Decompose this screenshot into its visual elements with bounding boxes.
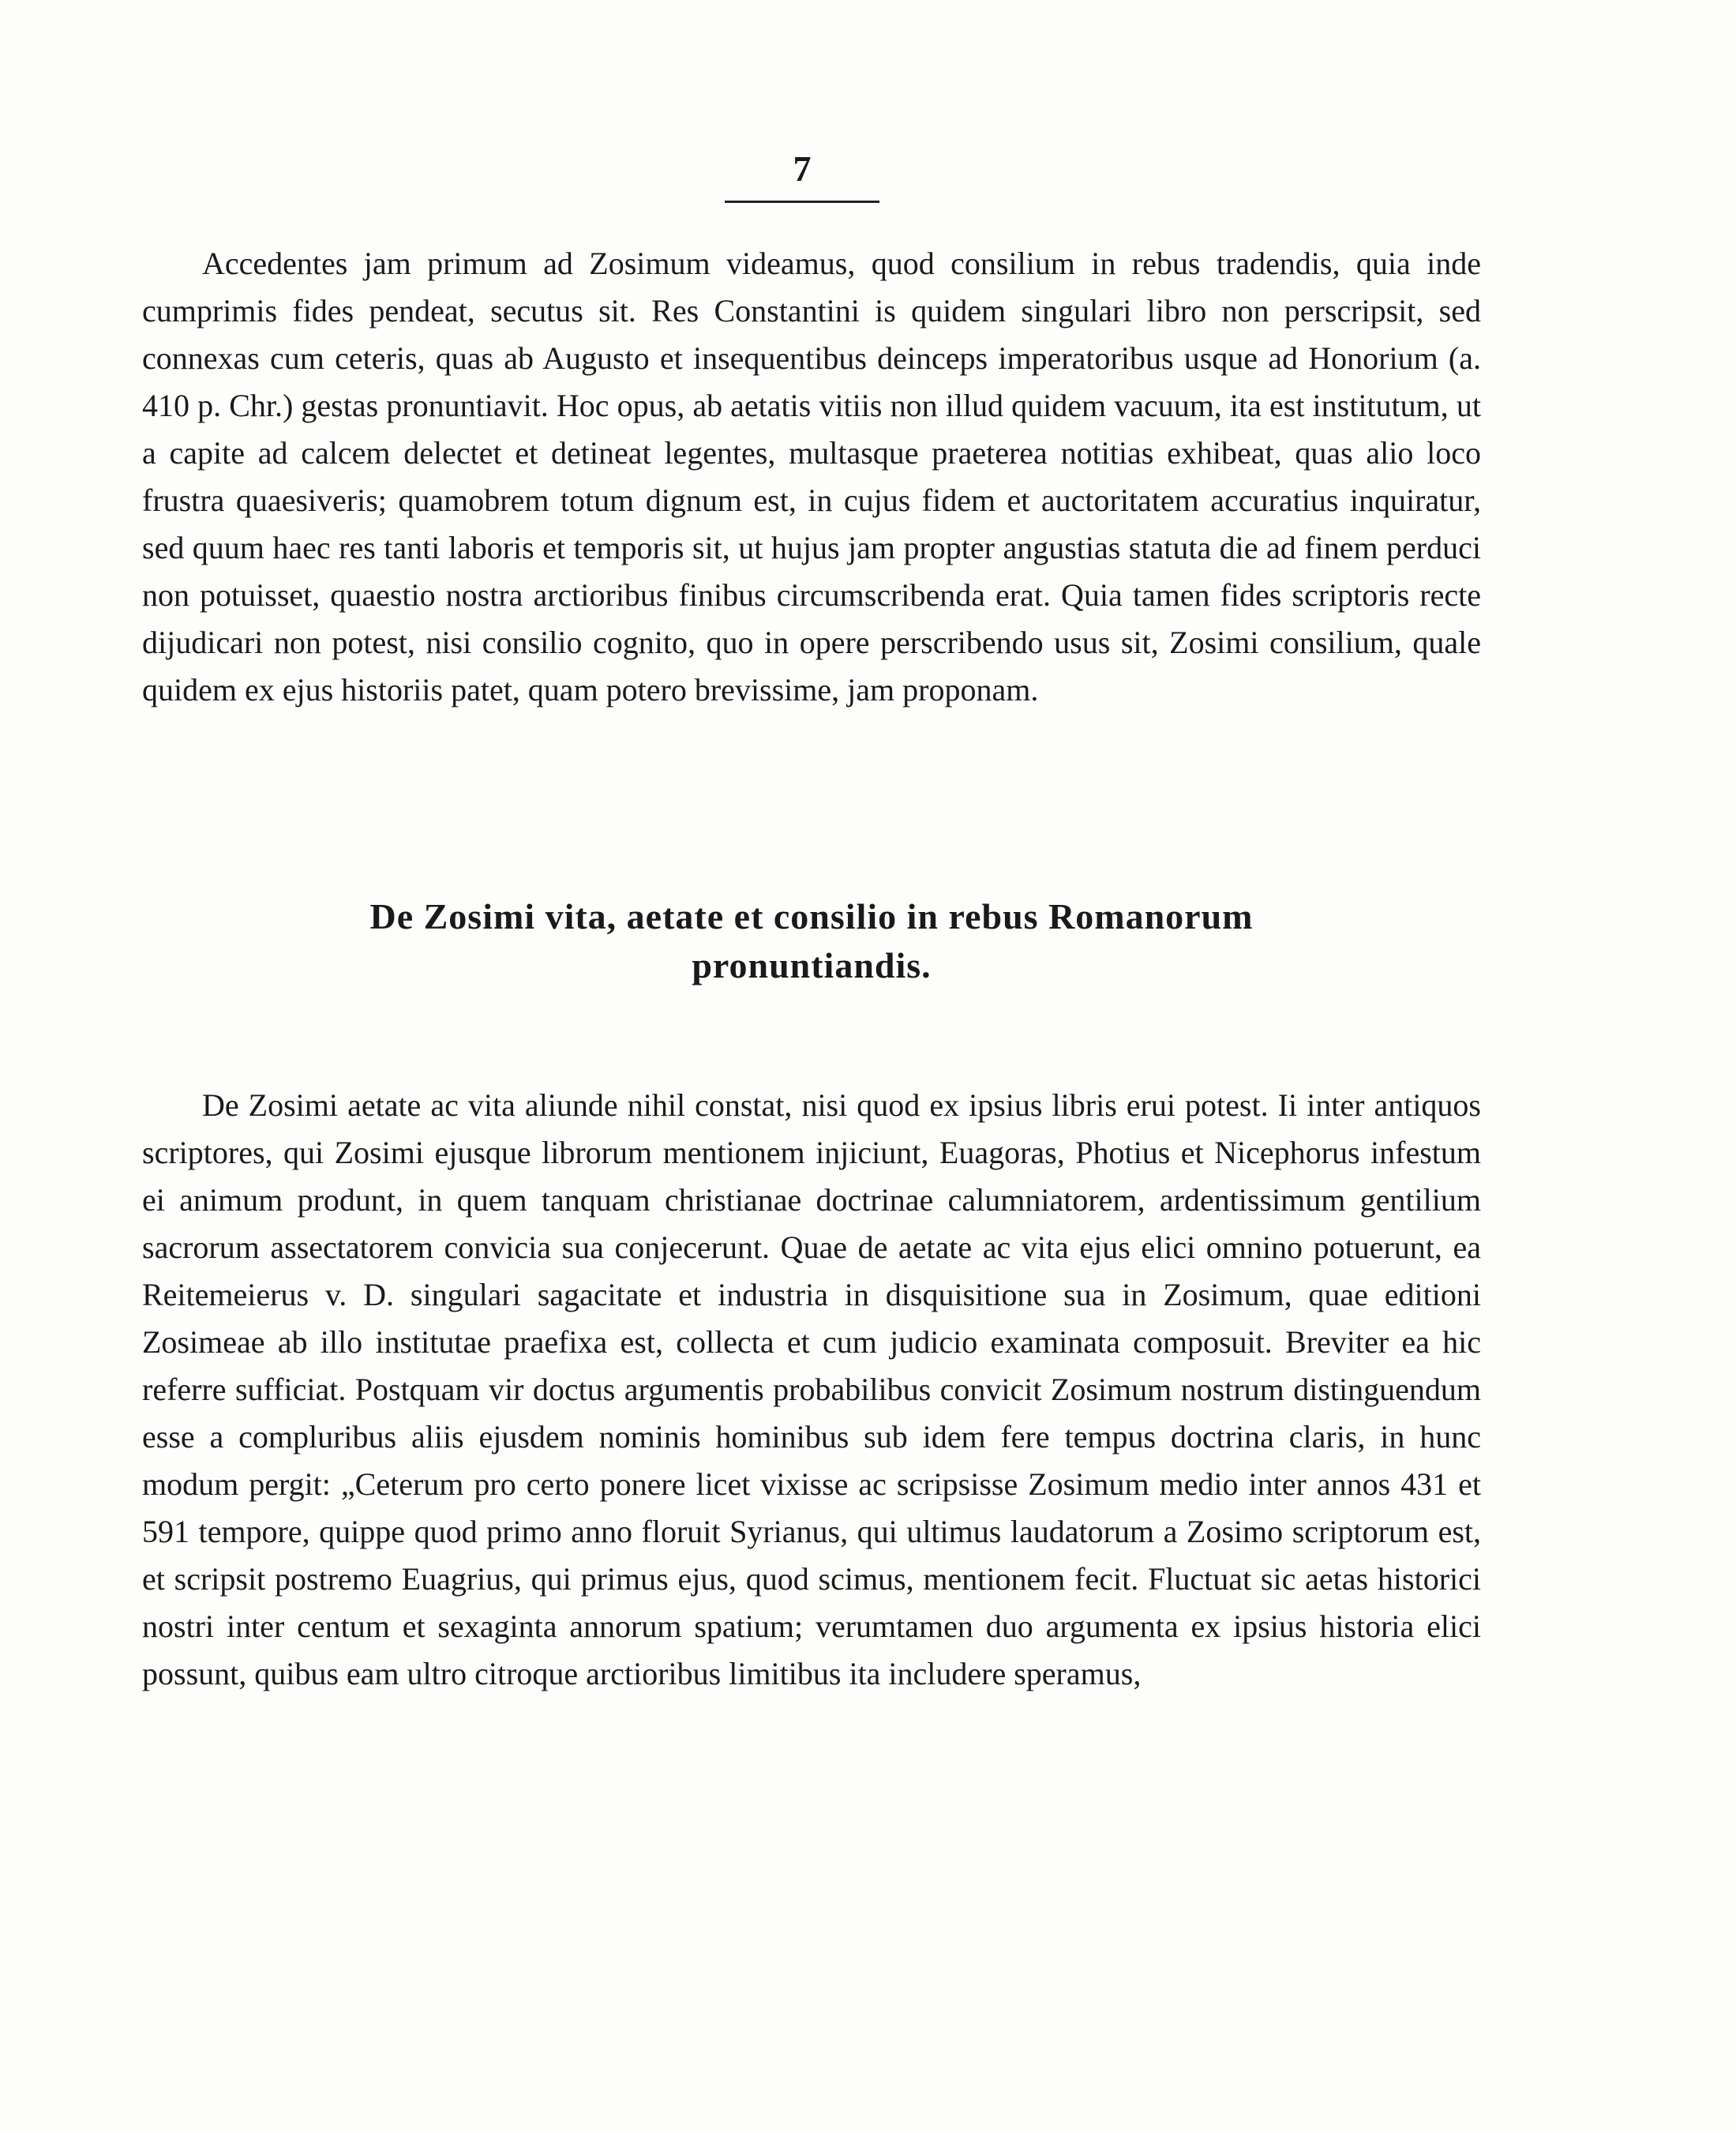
paragraph-intro [142, 240, 1481, 714]
page-number: 7 [793, 148, 812, 189]
paragraph-vita-text: De Zosimi aetate ac vita aliunde nihil constat, nisi quod ex ipsius libris erui potest. Ii inter antiquos scriptores, qui Zosimi ejusque librorum mentionem injiciunt, Euagoras, Photius et Nicephorus infestum ei animum produnt, in quem tanquam christianae doctrinae calumniatorem, ardentissimum gentilium sacrorum assectatorem convicia sua conjecerunt. Quae de aetate ac vita ejus elici omnino potuerunt, ea Reitemeierus v. D. singulari sagacitate et industria in disquisitione sua in Zosimum, quae editioni Zosimeae ab illo institutae praefixa est, collecta et cum judicio examinata composuit. Breviter ea hic referre sufficiat. Postquam vir doctus argumentis probabilibus convicit Zosimum nostrum distinguendum esse a compluribus aliis ejusdem nominis hominibus sub idem fere tempus doctrina claris, in hunc modum pergit: „Ceterum pro certo ponere licet vixisse ac scripsisse Zosimum medio inter annos 431 et 591 tempore, quippe quod primo anno floruit Syrianus, qui ultimus laudatorum a Zosimo scriptorum est, et scripsit postremo Euagrius, qui primus ejus, quod scimus, mentionem fecit. Fluctuat sic aetas historici nostri inter centum et sexaginta annorum spatium; verumtamen duo argumenta ex ipsius historia elici possunt, quibus eam ultro citroque arctioribus limitibus ita includere speramus, [142, 1087, 1481, 1691]
section-heading [142, 892, 1481, 990]
section-heading-line-2: pronuntiandis. [692, 945, 932, 985]
section-heading-line-1: De Zosimi vita, aetate et consilio in rebus Romanorum [369, 896, 1254, 937]
paragraph-vita [142, 1082, 1481, 1698]
page-number-rule [725, 201, 879, 203]
paragraph-intro-text: Accedentes jam primum ad Zosimum videamus, quod consilium in rebus tradendis, quia inde cumprimis fides pendeat, secutus sit. Res Constantini is quidem singulari libro non perscripsit, sed connexas cum ceteris, quas ab Augusto et insequentibus deinceps imperatoribus usque ad Honorium (a. 410 p. Chr.) gestas pronuntiavit. Hoc opus, ab aetatis vitiis non illud quidem vacuum, ita est institutum, ut a capite ad calcem delectet et detineat legentes, multasque praeterea notitias exhibeat, quas alio loco frustra quaesiveris; quamobrem totum dignum est, in cujus fidem et auctoritatem accuratius inquiratur, sed quum haec res tanti laboris et temporis sit, ut hujus jam propter angustias statuta die ad finem perduci non potuisset, quaestio nostra arctioribus finibus circumscribenda erat. Quia tamen fides scriptoris recte dijudicari non potest, nisi consilio cognito, quo in opere perscribendo usus sit, Zosimi consilium, quale quidem ex ejus historiis patet, quam potero brevissime, jam proponam. [142, 246, 1481, 708]
